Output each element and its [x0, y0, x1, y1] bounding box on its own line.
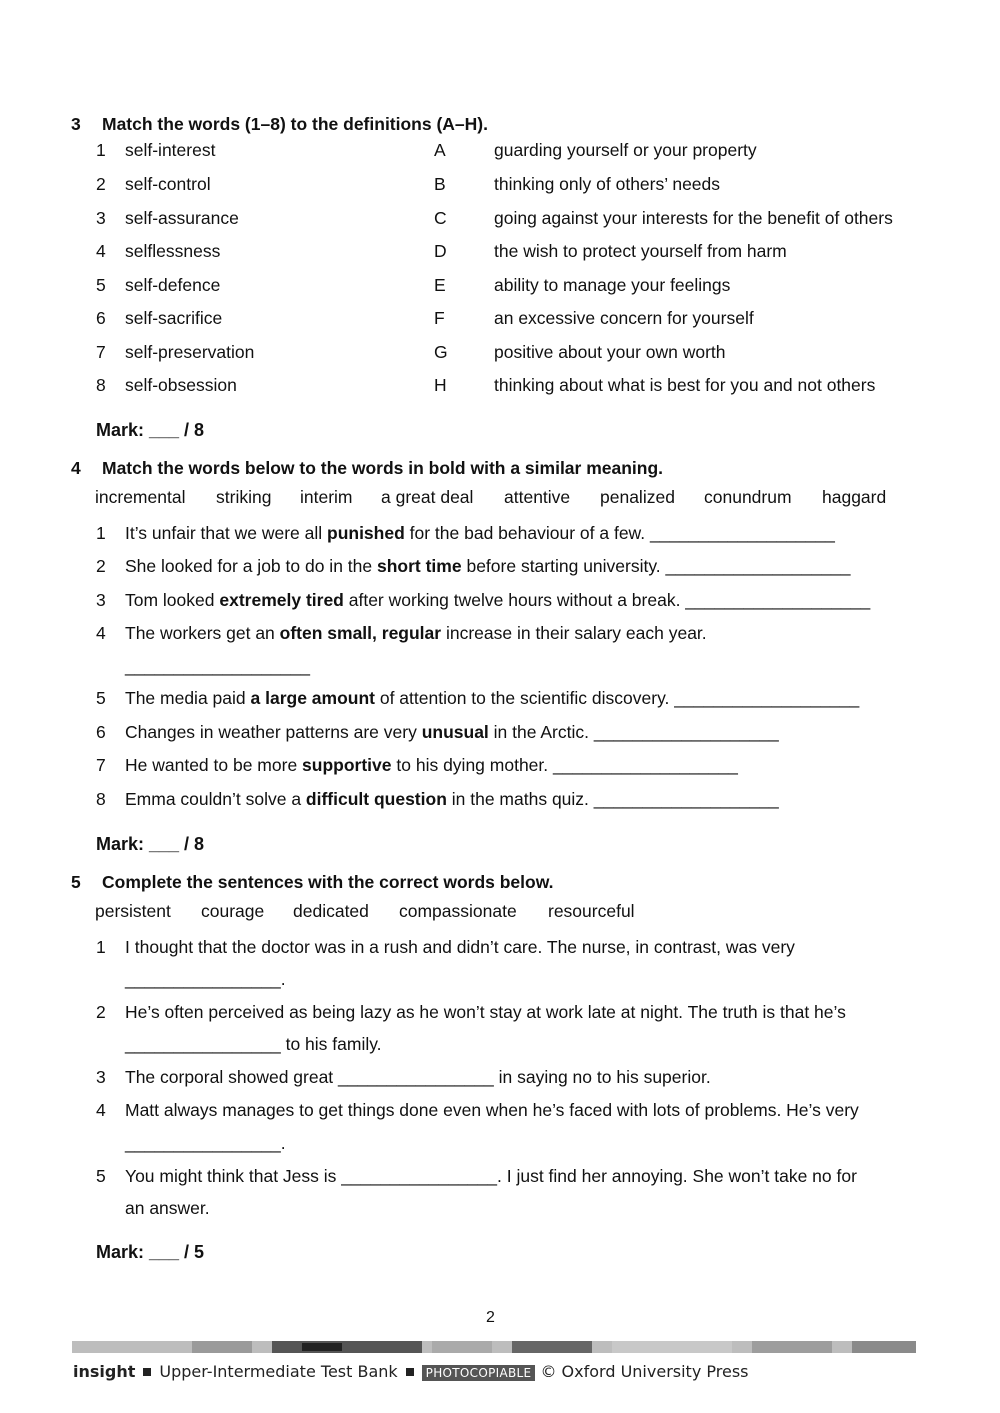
- q3-definition: going against your interests for the benefit of others: [494, 208, 893, 228]
- q4-item-number: 4: [96, 623, 106, 643]
- q4-item-sentence: He wanted to be more supportive to his dying mother. ___________________: [125, 755, 738, 775]
- q4-item-sentence: It’s unfair that we were all punished for the bad behaviour of a few. ___________________: [125, 523, 835, 543]
- word-bank-item: conundrum: [704, 487, 792, 507]
- q3-definition-letter: D: [434, 241, 447, 261]
- q4-item-number: 1: [96, 523, 106, 543]
- footer: [73, 1362, 748, 1381]
- q3-definition-letter: F: [434, 308, 445, 328]
- q3-definition-letter: A: [434, 140, 446, 160]
- q4-instruction: Match the words below to the words in bold with a similar meaning.: [102, 458, 664, 478]
- q3-definition: thinking only of others’ needs: [494, 174, 721, 194]
- q3-definition-letter: C: [434, 208, 447, 228]
- q3-word: self-control: [125, 174, 211, 194]
- page-number: 2: [486, 1309, 495, 1326]
- square-bullet-icon: [143, 1368, 151, 1376]
- q3-word: selflessness: [125, 241, 221, 261]
- word-bank-item: dedicated: [293, 901, 369, 921]
- q5-item-line: I thought that the doctor was in a rush and didn’t care. The nurse, in contrast, was very: [125, 937, 795, 957]
- photocopiable-badge: PHOTOCOPIABLE: [422, 1365, 536, 1381]
- q4-item-sentence: Emma couldn’t solve a difficult question in the maths quiz. ___________________: [125, 789, 779, 809]
- q3-word-number: 1: [96, 140, 106, 160]
- q4-item-sentence: Tom looked extremely tired after working twelve hours without a break. ___________________: [125, 590, 871, 610]
- q5-item-line: The corporal showed great ________________ in saying no to his superior.: [125, 1067, 711, 1087]
- q5-item-number: 4: [96, 1100, 106, 1120]
- q3-word: self-preservation: [125, 342, 255, 362]
- q4-item-number: 7: [96, 755, 106, 775]
- word-bank-item: penalized: [600, 487, 675, 507]
- q5-item-line: an answer.: [125, 1198, 210, 1218]
- q4-item-sentence: She looked for a job to do in the short time before starting university. ___________________: [125, 556, 851, 576]
- answer-blank[interactable]: ___________________: [125, 656, 310, 676]
- q3-number: 3: [71, 114, 81, 134]
- q3-word: self-sacrifice: [125, 308, 223, 328]
- q3-definition: the wish to protect yourself from harm: [494, 241, 787, 261]
- q4-item-sentence: Changes in weather patterns are very unusual in the Arctic. ___________________: [125, 722, 779, 742]
- q5-item-number: 3: [96, 1067, 106, 1087]
- word-bank-item: persistent: [95, 901, 171, 921]
- q4-item-number: 2: [96, 556, 106, 576]
- q4-item-number: 5: [96, 688, 106, 708]
- word-bank-item: striking: [216, 487, 272, 507]
- word-bank-item: haggard: [822, 487, 887, 507]
- q5-number: 5: [71, 872, 81, 892]
- q5-item-line: You might think that Jess is ________________. I just find her annoying. She won’t take no for: [125, 1166, 857, 1186]
- q3-definition: an excessive concern for yourself: [494, 308, 754, 328]
- word-bank-item: interim: [300, 487, 353, 507]
- q3-word-number: 4: [96, 241, 106, 261]
- q4-item-number: 8: [96, 789, 106, 809]
- q5-item-line: Matt always manages to get things done even when he’s faced with lots of problems. He’s very: [125, 1100, 859, 1120]
- word-bank-item: incremental: [95, 487, 186, 507]
- q5-item-number: 2: [96, 1002, 106, 1022]
- q3-word: self-defence: [125, 275, 221, 295]
- q3-definition: positive about your own worth: [494, 342, 726, 362]
- q4-item-number: 6: [96, 722, 106, 742]
- q5-item-line: ________________.: [125, 1133, 286, 1153]
- word-bank-item: attentive: [504, 487, 571, 507]
- footer-decorative-band: [72, 1341, 916, 1353]
- word-bank-item: compassionate: [399, 901, 517, 921]
- footer-brand: insight: [73, 1362, 136, 1381]
- q5-instruction: Complete the sentences with the correct words below.: [102, 872, 554, 892]
- footer-title: Upper-Intermediate Test Bank: [159, 1362, 398, 1381]
- q3-mark: Mark: ___ / 8: [96, 420, 205, 440]
- q5-item-number: 1: [96, 937, 106, 957]
- q4-item-number: 3: [96, 590, 106, 610]
- q4-mark: Mark: ___ / 8: [96, 834, 205, 854]
- q3-word-number: 3: [96, 208, 106, 228]
- square-bullet-icon: [406, 1368, 414, 1376]
- q5-mark: Mark: ___ / 5: [96, 1242, 205, 1262]
- q3-word: self-obsession: [125, 375, 237, 395]
- q3-definition-letter: H: [434, 375, 447, 395]
- word-bank-item: courage: [201, 901, 265, 921]
- q3-word-number: 7: [96, 342, 106, 362]
- q4-item-sentence: The media paid a large amount of attention to the scientific discovery. ___________________: [125, 688, 860, 708]
- footer-copyright: © Oxford University Press: [540, 1362, 749, 1381]
- q5-item-line: He’s often perceived as being lazy as he won’t stay at work late at night. The truth is that he’s: [125, 1002, 846, 1022]
- q5-item-line: ________________.: [125, 969, 286, 989]
- q3-word-number: 6: [96, 308, 106, 328]
- word-bank-item: a great deal: [381, 487, 474, 507]
- q3-definition: thinking about what is best for you and not others: [494, 375, 876, 395]
- q3-definition-letter: E: [434, 275, 446, 295]
- q5-item-number: 5: [96, 1166, 106, 1186]
- q3-word: self-assurance: [125, 208, 239, 228]
- q4-number: 4: [71, 458, 81, 478]
- q3-instruction: Match the words (1–8) to the definitions (A–H).: [102, 114, 488, 134]
- q3-word: self-interest: [125, 140, 216, 160]
- q3-definition: ability to manage your feelings: [494, 275, 731, 295]
- q3-definition-letter: B: [434, 174, 446, 194]
- word-bank-item: resourceful: [548, 901, 635, 921]
- q4-item-sentence: The workers get an often small, regular increase in their salary each year.: [125, 623, 707, 643]
- q5-item-line: ________________ to his family.: [125, 1034, 382, 1054]
- q3-word-number: 5: [96, 275, 106, 295]
- q3-word-number: 2: [96, 174, 106, 194]
- q3-definition: guarding yourself or your property: [494, 140, 757, 160]
- q3-word-number: 8: [96, 375, 106, 395]
- q3-definition-letter: G: [434, 342, 448, 362]
